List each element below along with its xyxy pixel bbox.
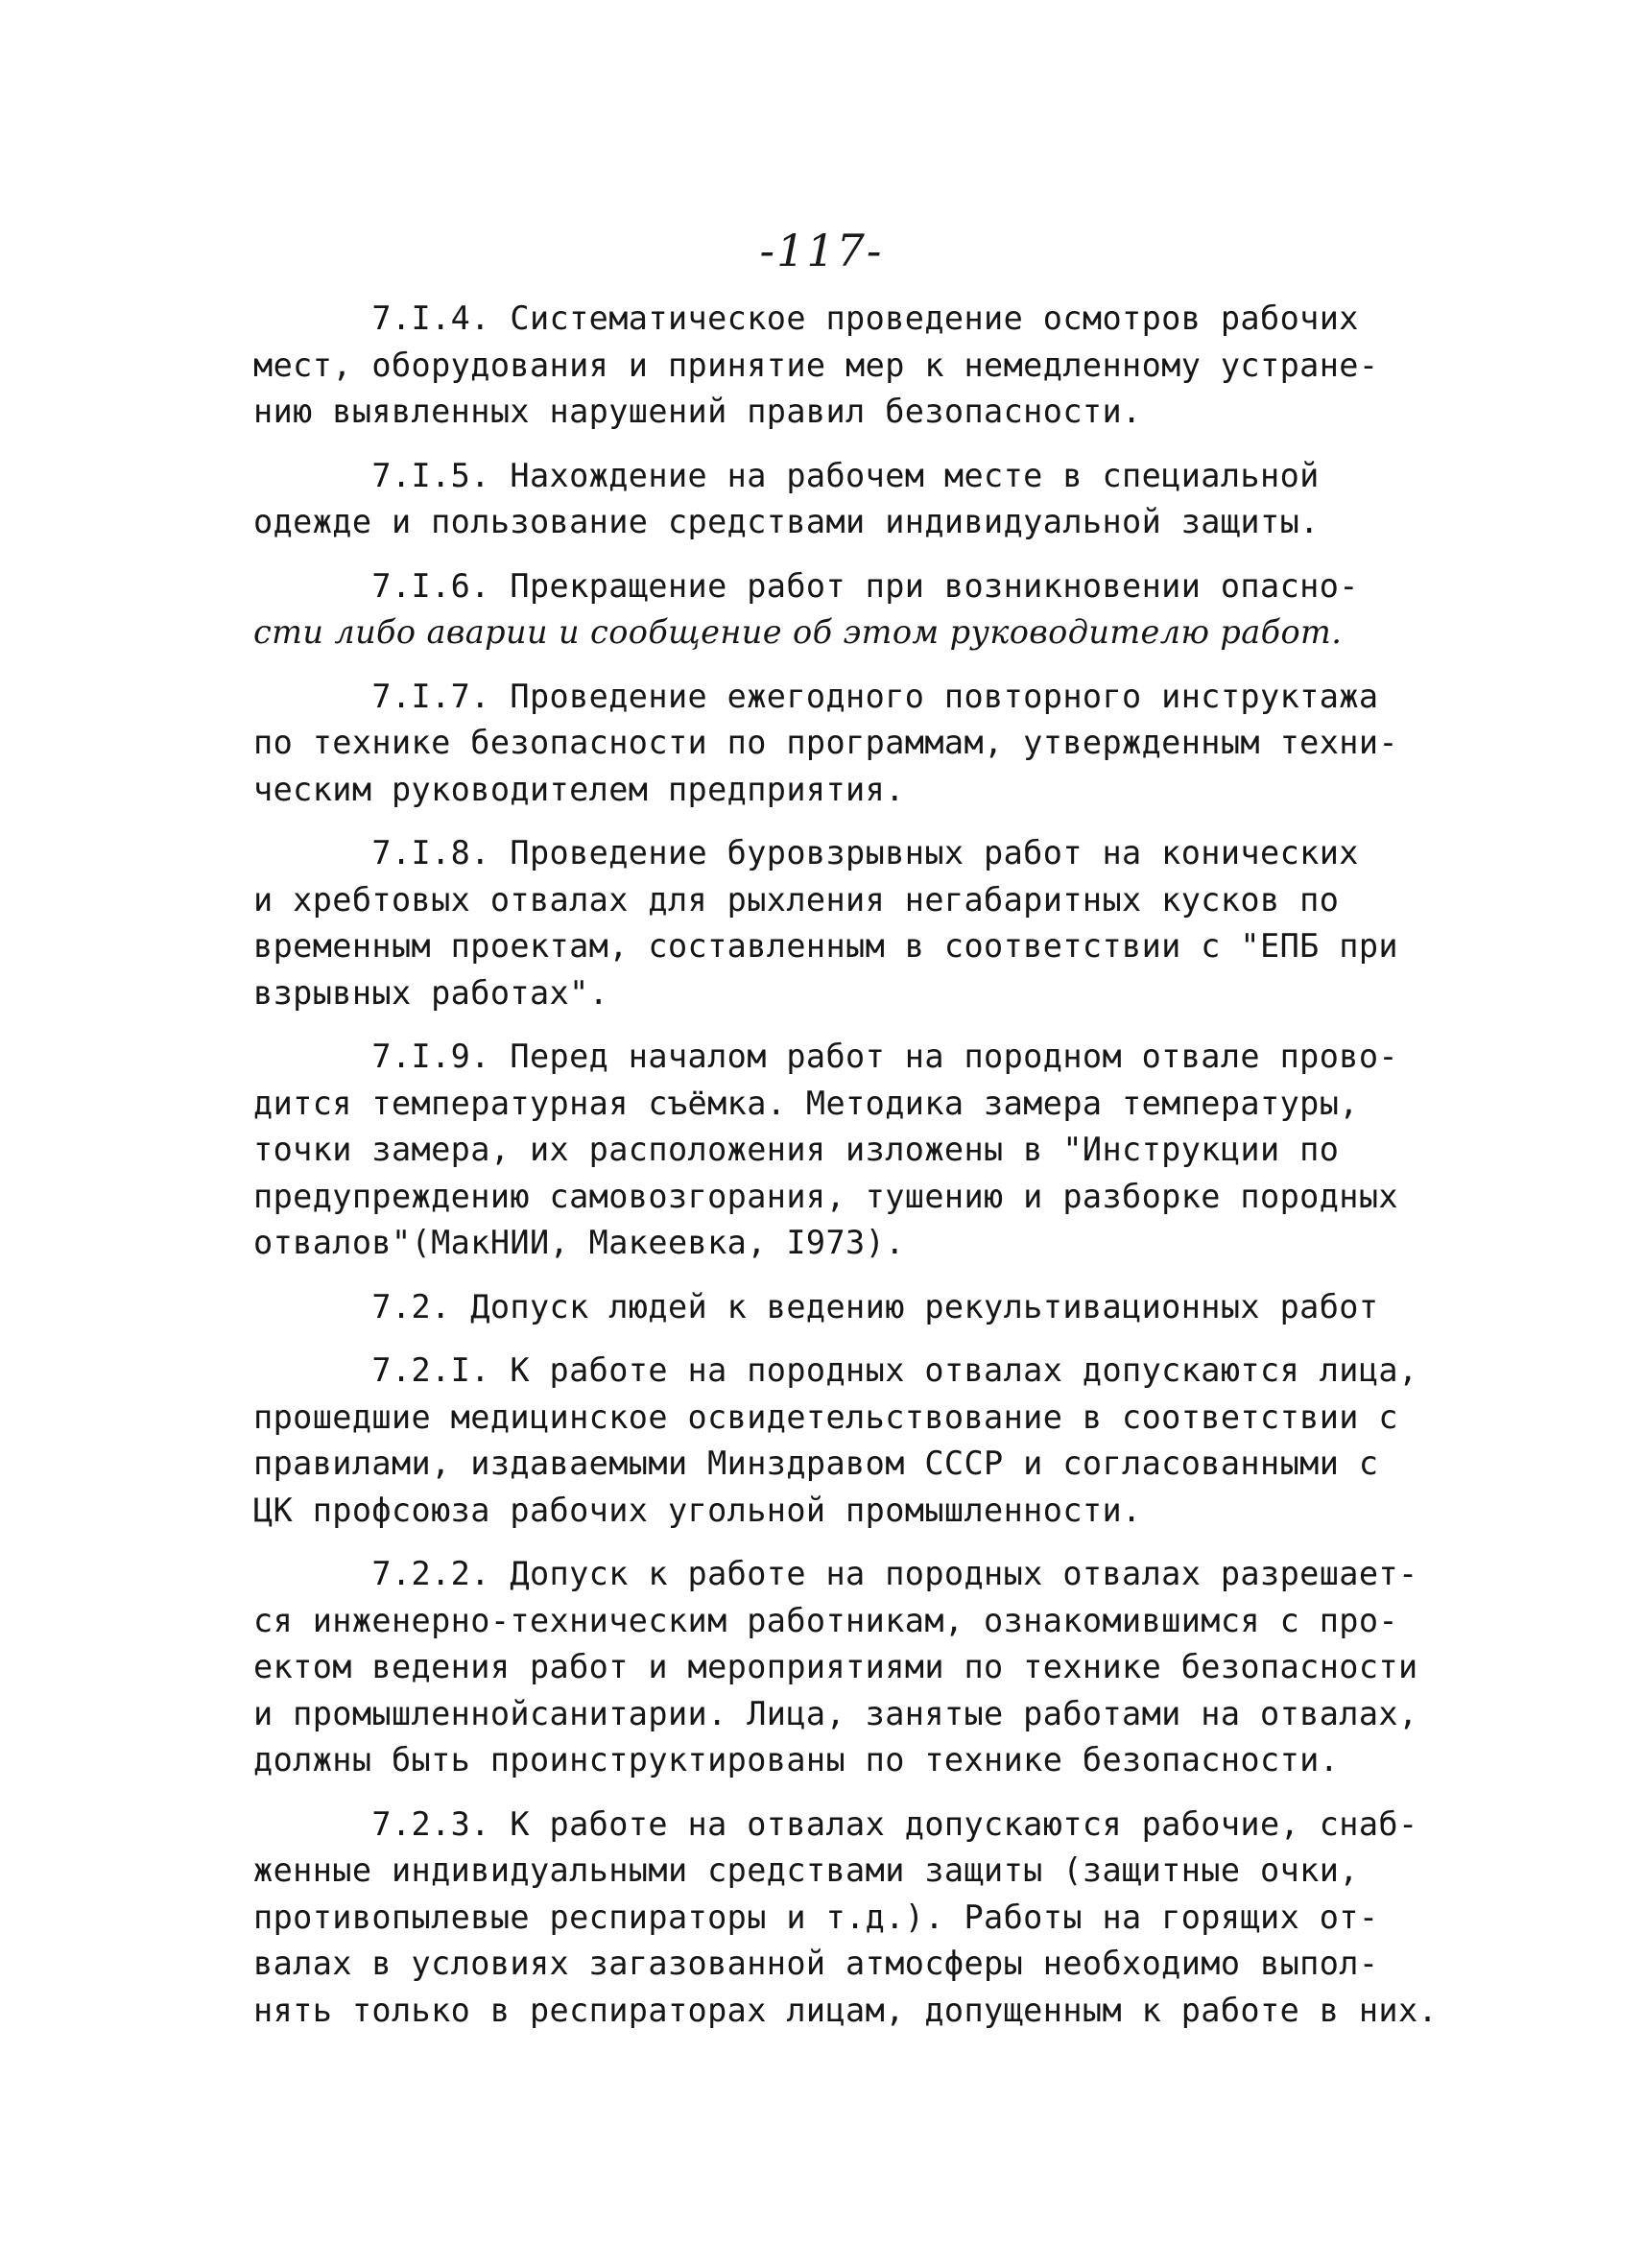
text-line: ся инженерно-техническим работникам, ознакомившимся с про- <box>253 1601 1398 1639</box>
text-line: 7.I.8. Проведение буровзрывных работ на конических <box>253 834 1359 871</box>
text-line: ческим руководителем предприятия. <box>253 770 905 808</box>
text-line: 7.I.6. Прекращение работ при возникновении опасно- <box>253 566 1359 605</box>
text-line: правилами, издаваемыми Минздравом СССР и согласованными с <box>253 1444 1379 1482</box>
text-line: дится температурная съёмка. Методика замера температуры, <box>253 1084 1359 1122</box>
text-line: женные индивидуальными средствами защиты (защитные очки, <box>253 1851 1359 1889</box>
text-line: валах в условиях загазованной атмосферы необходимо выпол- <box>253 1945 1379 1982</box>
page-number: -117- <box>759 225 884 276</box>
text-line: мест, оборудования и принятие мер к немедленному устране- <box>253 346 1379 384</box>
text-line: отвалов"(МакНИИ, Макеевка, I973). <box>253 1224 905 1261</box>
text-line: точки замера, их расположения изложены в "Инструкции по <box>253 1131 1340 1168</box>
paragraph-7-1-7 <box>253 674 1401 814</box>
text-line: ЦК профсоюза рабочих угольной промышленности. <box>253 1491 1142 1529</box>
text-line: нию выявленных нарушений правил безопасности. <box>253 393 1142 430</box>
text-line: прошедшие медицинское освидетельствование в соответствии с <box>253 1397 1398 1436</box>
text-line: 7.2.I. К работе на породных отвалах допускаются лица, <box>253 1351 1418 1389</box>
text-line: предупреждению самовозгорания, тушению и разборке породных <box>253 1177 1398 1215</box>
text-line: ектом ведения работ и мероприятиями по технике безопасности <box>253 1648 1418 1685</box>
paragraph-7-1-9 <box>253 1034 1401 1267</box>
text-line: 7.I.5. Нахождение на рабочем месте в специальной <box>253 456 1320 494</box>
text-line: 7.2.3. К работе на отвалах допускаются рабочие, снаб- <box>253 1804 1418 1843</box>
text-line: 7.I.7. Проведение ежегодного повторного инструктажа <box>253 677 1379 715</box>
text-line-italic: сти либо аварии и сообщение об этом руководителю работ. <box>253 613 1343 651</box>
text-line: и хребтовых отвалах для рыхления негабаритных кусков по <box>253 880 1340 919</box>
text-line: и промышленнойсанитарии. Лица, занятые работами на отвалах, <box>253 1694 1418 1732</box>
text-line: 7.I.9. Перед началом работ на породном отвале прово- <box>253 1038 1398 1075</box>
text-line: противопылевые респираторы и т.д.). Работы на горящих от- <box>253 1898 1379 1936</box>
paragraph-7-1-4 <box>253 296 1401 436</box>
text-line: нять только в респираторах лицам, допущенным к работе в них. <box>253 1991 1439 2029</box>
text-line: должны быть проинструктированы по технике безопасности. <box>253 1741 1340 1779</box>
paragraph-7-1-6 <box>253 563 1401 657</box>
text-line: одежде и пользование средствами индивидуальной защиты. <box>253 503 1320 540</box>
paragraph-7-1-8 <box>253 830 1401 1016</box>
section-heading-7-2 <box>253 1284 1401 1331</box>
text-line: 7.2. Допуск людей к ведению рекультивационных работ <box>253 1287 1379 1325</box>
paragraph-7-2-2 <box>253 1551 1418 1784</box>
text-line: взрывных работах". <box>253 973 609 1012</box>
text-line: 7.2.2. Допуск к работе на породных отвалах разрешает- <box>253 1555 1418 1592</box>
paragraph-7-2-1 <box>253 1348 1418 1534</box>
document-body <box>253 296 1439 2051</box>
text-line: по технике безопасности по программам, утвержденным техни- <box>253 724 1398 761</box>
paragraph-7-1-5 <box>253 453 1401 546</box>
text-line: временным проектам, составленным в соответствии с "ЕПБ при <box>253 927 1398 965</box>
paragraph-7-2-3 <box>253 1802 1439 2035</box>
text-line: 7.I.4. Систематическое проведение осмотров рабочих <box>253 299 1359 337</box>
